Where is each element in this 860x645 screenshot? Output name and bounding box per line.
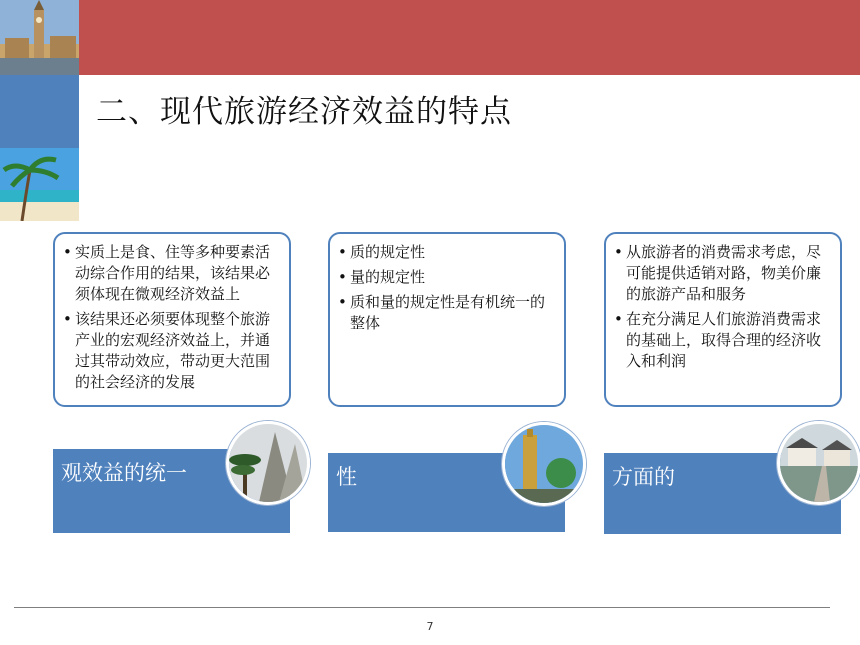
footer-divider (14, 607, 830, 608)
card-text-box (604, 232, 842, 407)
village-lake-photo (777, 421, 860, 505)
bullet-item: • 质和量的规定性是有机统一的整体 (338, 292, 556, 334)
slide-title: 二、现代旅游经济效益的特点 (96, 94, 512, 130)
london-landmark-photo (0, 0, 79, 75)
card-base-label: 方面的 (604, 453, 841, 534)
header-band (79, 0, 860, 75)
bullet-item: • 该结果还必须要体现整个旅游产业的宏观经济效益上，并通过其带动效应，带动更大范围的社会经济的发展 (63, 309, 281, 393)
card-base-label: 性 (328, 453, 565, 532)
card-base-label: 观效益的统一 (53, 449, 290, 533)
bullet-list (63, 242, 281, 393)
bullet-item: • 实质上是食、住等多种要素活动综合作用的结果，该结果必须体现在微观经济效益上 (63, 242, 281, 305)
bullet-item: • 量的规定性 (338, 267, 556, 288)
bullet-item: • 质的规定性 (338, 242, 556, 263)
bullet-list (338, 242, 556, 334)
city-towers-photo (502, 422, 586, 506)
card-text-box (328, 232, 566, 407)
bullet-item: • 在充分满足人们旅游消费需求的基础上，取得合理的经济收入和利润 (614, 309, 832, 372)
card-text-box (53, 232, 291, 407)
side-accent-bar (0, 75, 79, 148)
page-number: 7 (426, 620, 434, 633)
bullet-item: • 从旅游者的消费需求考虑，尽可能提供适销对路，物美价廉的旅游产品和服务 (614, 242, 832, 305)
beach-palm-photo (0, 148, 79, 221)
mountain-pine-photo (226, 421, 310, 505)
bullet-list (614, 242, 832, 372)
